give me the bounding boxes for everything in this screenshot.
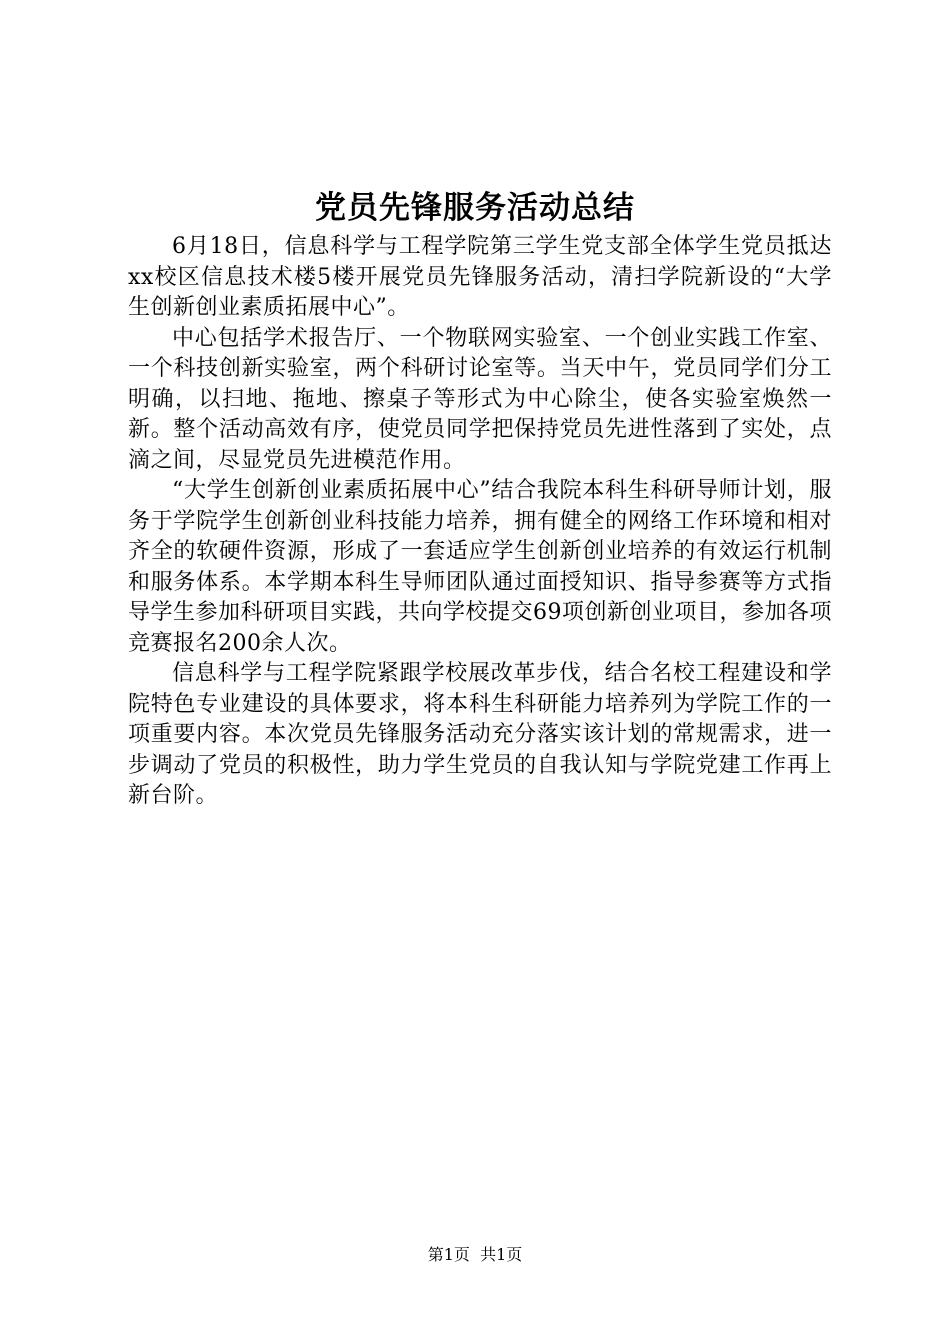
paragraph-1: 6月18日，信息科学与工程学院第三学生党支部全体学生党员抵达xx校区信息技术楼5楼开展党员先锋服务活动，清扫学院新设的“大学生创新创业素质拓展中心”。 [128, 234, 832, 320]
paragraph-2: 中心包括学术报告厅、一个物联网实验室、一个创业实践工作室、一个科技创新实验室，两个科研讨论室等。当天中午，党员同学们分工明确，以扫地、拖地、擦桌子等形式为中心除尘，使各实验室焕然一新。整个活动高效有序，使党员同学把保持党员先进性落到了实处，点滴之间，尽显党员先进模范作用。 [128, 325, 832, 473]
footer-spacer [470, 1245, 480, 1264]
paragraph-3: “大学生创新创业素质拓展中心”结合我院本科生科研导师计划，服务于学院学生创新创业科技能力培养，拥有健全的网络工作环境和相对齐全的软硬件资源，形成了一套适应学生创新创业培养的有效运行机制和服务体系。本学期本科生导师团队通过面授知识、指导参赛等方式指导学生参加科研项目实践，共向学校提交69项创新创业项目，参加各项竞赛报名200余人次。 [128, 478, 832, 656]
paragraph-4: 信息科学与工程学院紧跟学校展改革步伐，结合名校工程建设和学院特色专业建设的具体要求，将本科生科研能力培养列为学院工作的一项重要内容。本次党员先锋服务活动充分落实该计划的常规需求，进一步调动了党员的积极性，助力学生党员的自我认知与学院党建工作再上新台阶。 [128, 661, 832, 808]
document-title: 党员先锋服务活动总结 [315, 190, 635, 226]
page-number-current: 第1页 [427, 1245, 470, 1264]
page-footer [0, 1243, 950, 1267]
document-body [128, 232, 832, 812]
page-number-total: 共1页 [480, 1245, 523, 1264]
